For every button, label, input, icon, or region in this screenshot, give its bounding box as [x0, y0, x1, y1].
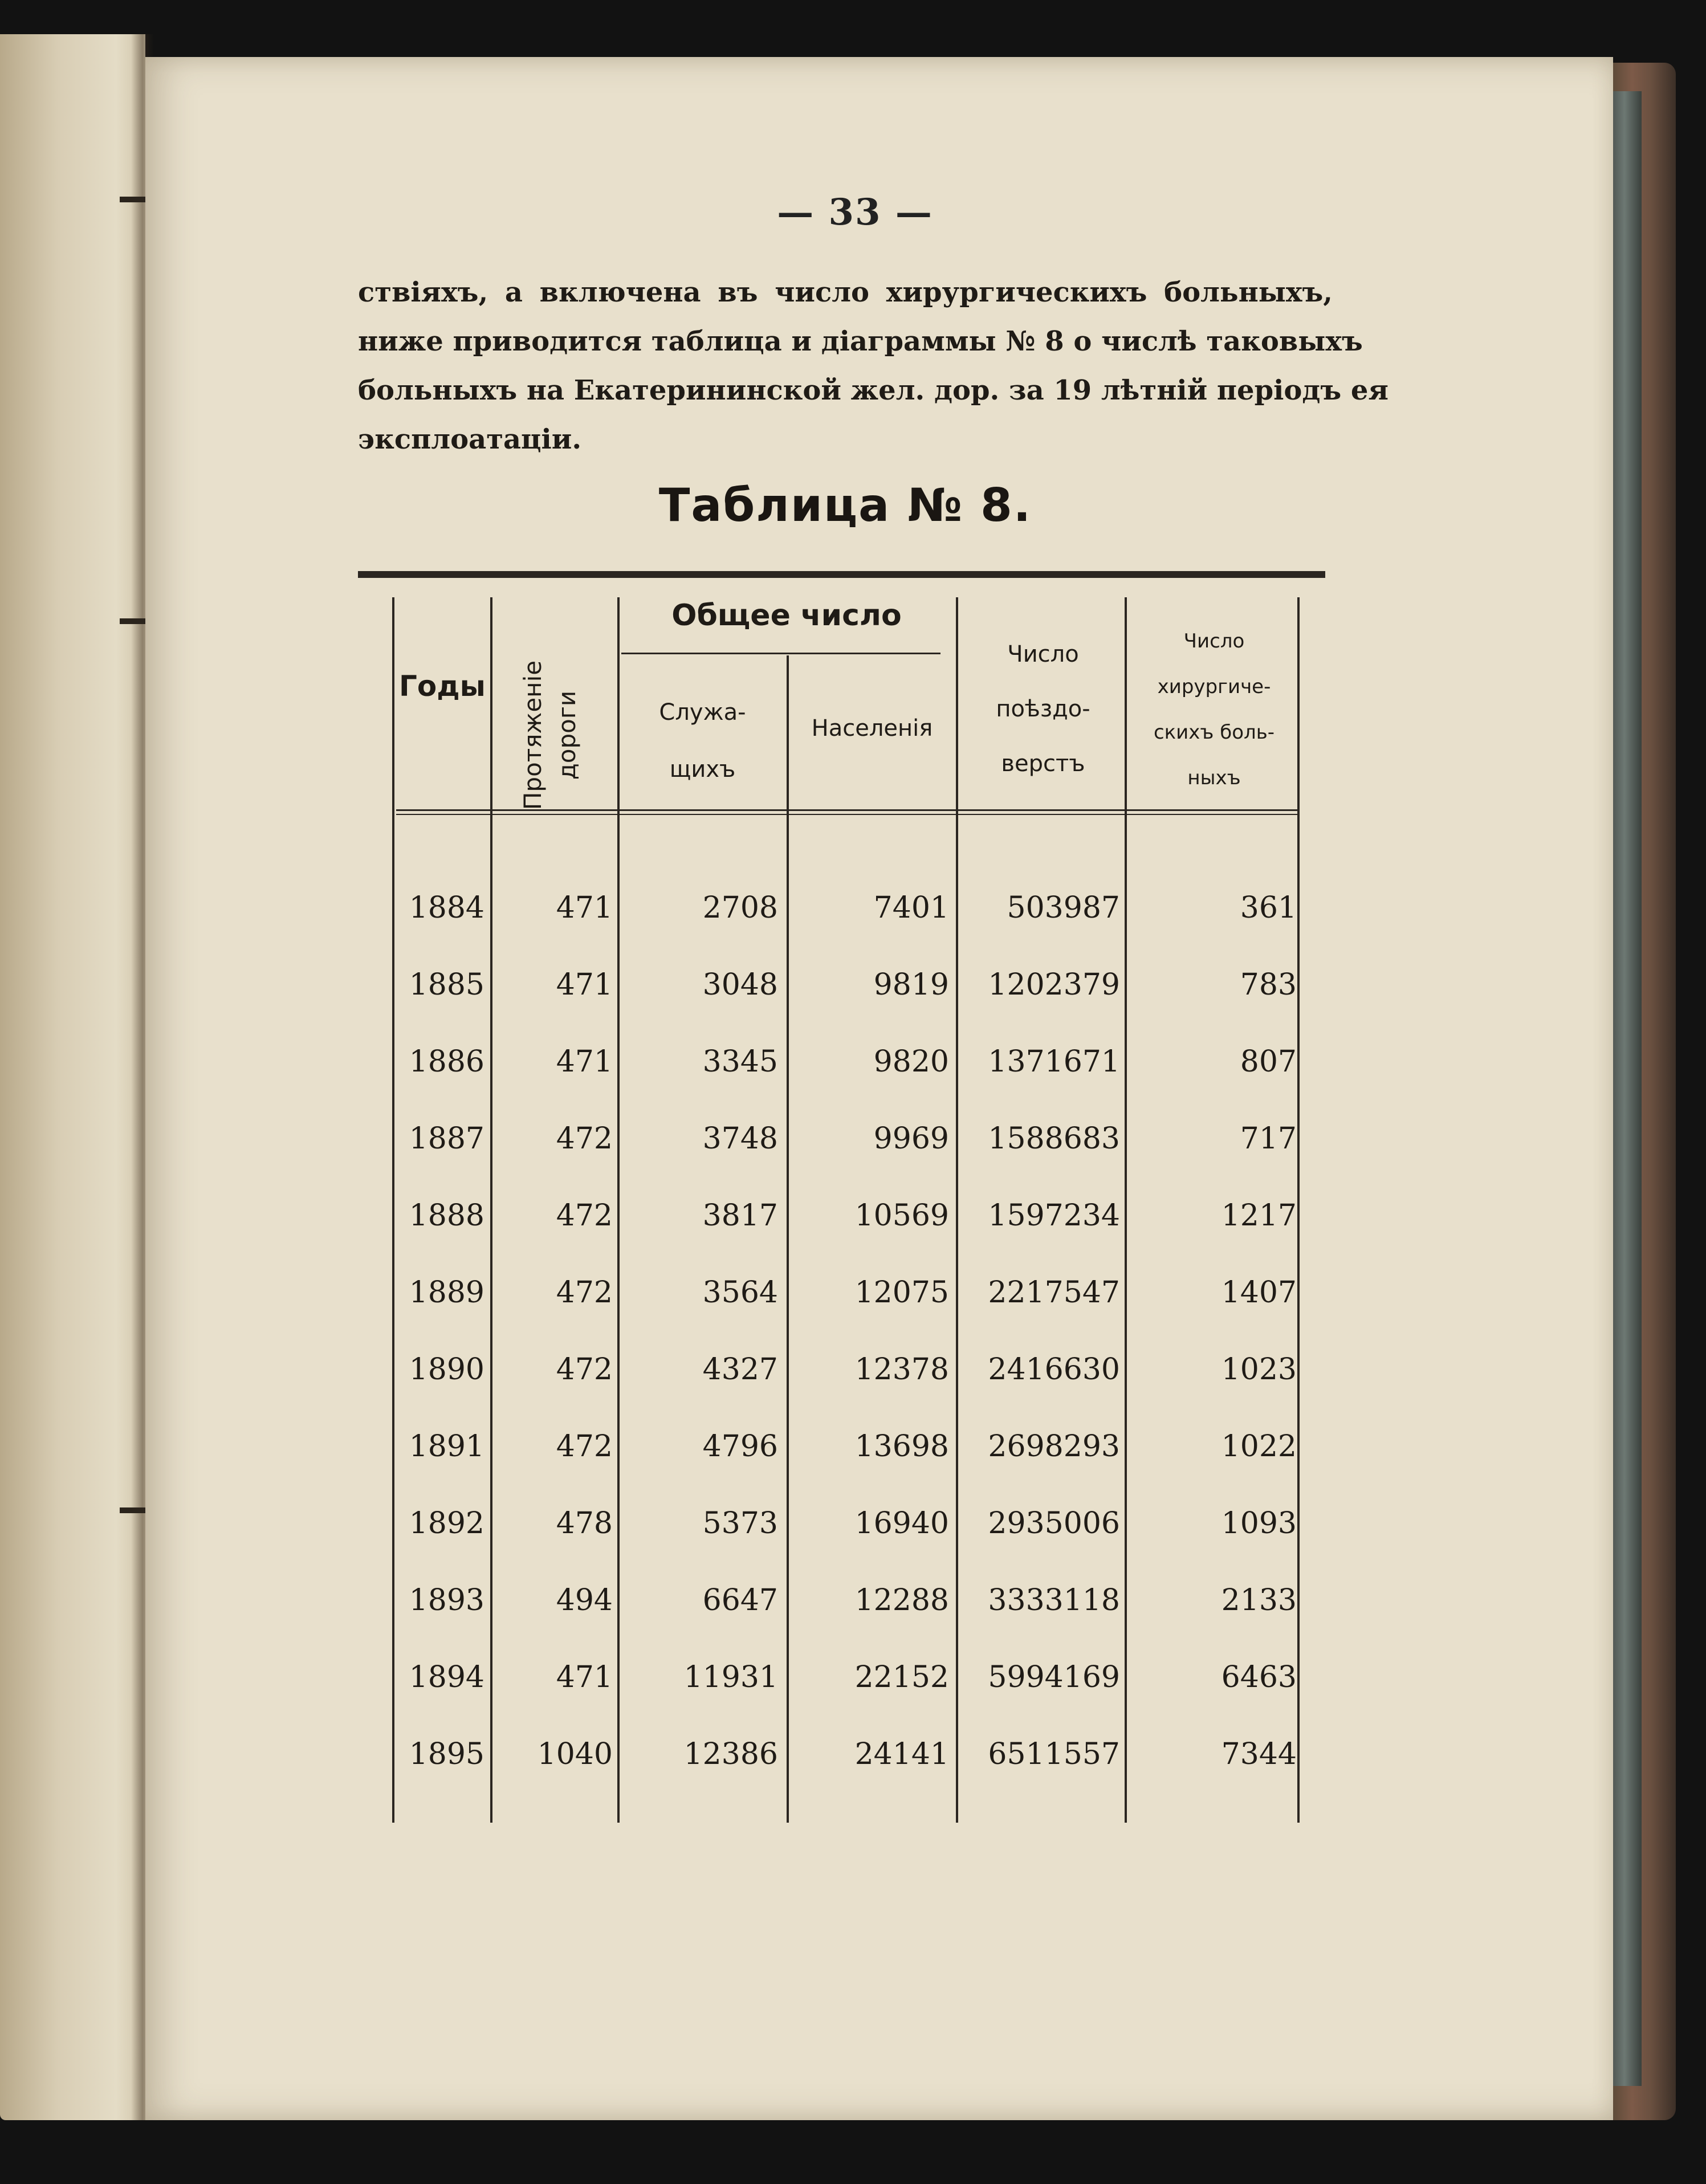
cell-surgical: 807: [1240, 1045, 1297, 1079]
table-row: [396, 1660, 1300, 1737]
left-page: [0, 34, 145, 2120]
cell-train-versts: 6511557: [988, 1737, 1120, 1771]
cell-year: 1890: [409, 1352, 484, 1387]
cell-train-versts: 2698293: [988, 1429, 1120, 1464]
table-row: [396, 1737, 1300, 1814]
cell-employees: 3748: [702, 1122, 778, 1156]
cell-surgical: 1093: [1221, 1506, 1297, 1541]
cell-length: 471: [556, 891, 613, 925]
cell-train-versts: 1597234: [988, 1199, 1120, 1233]
table-row: [396, 1045, 1300, 1122]
cell-population: 24141: [854, 1737, 949, 1771]
cell-employees: 12386: [683, 1737, 778, 1771]
cell-surgical: 361: [1240, 891, 1297, 925]
header-train-versts: [960, 627, 1126, 791]
table-row: [396, 1122, 1300, 1199]
cell-year: 1889: [409, 1276, 484, 1310]
cell-train-versts: 2217547: [988, 1276, 1120, 1310]
table-row: [396, 891, 1300, 968]
cell-surgical: 2133: [1221, 1583, 1297, 1617]
paragraph-line: эксплоатаціи.: [358, 423, 582, 455]
cell-year: 1887: [409, 1122, 484, 1156]
table-row: [396, 968, 1300, 1045]
cell-population: 12378: [854, 1352, 949, 1387]
cell-employees: 11931: [683, 1660, 778, 1694]
header-surgical-line: скихъ боль-: [1153, 721, 1275, 744]
cell-train-versts: 1202379: [988, 968, 1120, 1002]
table-border: [392, 597, 394, 1823]
cell-train-versts: 5994169: [988, 1660, 1120, 1694]
cell-year: 1893: [409, 1583, 484, 1617]
header-train-line: верстъ: [1001, 751, 1085, 777]
cell-population: 9819: [873, 968, 949, 1002]
header-length-line: дороги: [553, 690, 581, 780]
cell-population: 22152: [854, 1660, 949, 1694]
paragraph: [358, 268, 1389, 464]
table-row: [396, 1429, 1300, 1506]
header-employees: [621, 684, 784, 798]
cell-population: 12288: [854, 1583, 949, 1617]
header-surgical-line: ныхъ: [1187, 767, 1241, 789]
cell-year: 1888: [409, 1199, 484, 1233]
cell-year: 1886: [409, 1045, 484, 1079]
cell-year: 1891: [409, 1429, 484, 1464]
cell-population: 9820: [873, 1045, 949, 1079]
cell-year: 1885: [409, 968, 484, 1002]
cell-employees: 3345: [702, 1045, 778, 1079]
cell-length: 472: [556, 1199, 613, 1233]
header-surgical-patients: [1129, 618, 1300, 801]
cell-year: 1895: [409, 1737, 484, 1771]
header-length-line: Протяженіе: [519, 660, 547, 810]
cell-population: 7401: [873, 891, 949, 925]
header-total-number: Общее число: [671, 598, 902, 633]
cell-length: 478: [556, 1506, 613, 1541]
cell-employees: 3817: [702, 1199, 778, 1233]
header-years: Годы: [399, 670, 486, 703]
cell-employees: 2708: [702, 891, 778, 925]
table-row: [396, 1352, 1300, 1429]
header-length: [516, 641, 584, 829]
cell-employees: 3048: [702, 968, 778, 1002]
cell-train-versts: 1588683: [988, 1122, 1120, 1156]
page-number: — 33 —: [777, 191, 933, 234]
table-row: [396, 1276, 1300, 1352]
cell-year: 1894: [409, 1660, 484, 1694]
table-row: [396, 1199, 1300, 1276]
cell-surgical: 717: [1240, 1122, 1297, 1156]
cell-train-versts: 1371671: [988, 1045, 1120, 1079]
table-body: [396, 891, 1300, 1814]
cell-population: 10569: [854, 1199, 949, 1233]
cell-employees: 3564: [702, 1276, 778, 1310]
table-row: [396, 1583, 1300, 1660]
cell-length: 471: [556, 1045, 613, 1079]
table-title: Таблица № 8.: [658, 479, 1032, 532]
cell-length: 472: [556, 1276, 613, 1310]
table-row: [396, 1506, 1300, 1583]
cell-length: 1040: [537, 1737, 613, 1771]
cell-population: 13698: [854, 1429, 949, 1464]
cell-surgical: 1023: [1221, 1352, 1297, 1387]
cell-train-versts: 503987: [1007, 891, 1120, 925]
paragraph-line: больныхъ на Екатерининской жел. дор. за 19 лѣтній періодъ ея: [358, 374, 1389, 406]
cell-surgical: 6463: [1221, 1660, 1297, 1694]
cell-population: 16940: [854, 1506, 949, 1541]
header-employees-line: щихъ: [669, 756, 736, 783]
cell-population: 9969: [873, 1122, 949, 1156]
cell-year: 1892: [409, 1506, 484, 1541]
cell-train-versts: 3333118: [988, 1583, 1120, 1617]
header-surgical-line: хирургиче-: [1157, 675, 1271, 698]
header-total-rule: [621, 653, 940, 654]
cell-length: 472: [556, 1122, 613, 1156]
header-surgical-line: Число: [1183, 630, 1245, 653]
paragraph-line: ниже приводится таблица и діаграммы № 8 о числѣ таковыхъ: [358, 325, 1363, 357]
cell-employees: 4796: [702, 1429, 778, 1464]
cell-train-versts: 2935006: [988, 1506, 1120, 1541]
cell-surgical: 7344: [1221, 1737, 1297, 1771]
table-top-rule: [358, 571, 1325, 578]
cell-surgical: 1407: [1221, 1276, 1297, 1310]
cell-length: 471: [556, 1660, 613, 1694]
cell-length: 472: [556, 1429, 613, 1464]
cell-employees: 5373: [702, 1506, 778, 1541]
cell-surgical: 1022: [1221, 1429, 1297, 1464]
cell-surgical: 1217: [1221, 1199, 1297, 1233]
cell-year: 1884: [409, 891, 484, 925]
cell-surgical: 783: [1240, 968, 1297, 1002]
cell-length: 472: [556, 1352, 613, 1387]
cell-population: 12075: [854, 1276, 949, 1310]
cell-length: 494: [556, 1583, 613, 1617]
paragraph-line: ствіяхъ, а включена въ число хирургическихъ больныхъ,: [358, 276, 1333, 308]
cell-employees: 6647: [702, 1583, 778, 1617]
cell-length: 471: [556, 968, 613, 1002]
cell-train-versts: 2416630: [988, 1352, 1120, 1387]
header-train-line: Число: [1007, 641, 1079, 667]
header-employees-line: Служа-: [659, 699, 746, 726]
cell-employees: 4327: [702, 1352, 778, 1387]
header-train-line: поѣздо-: [996, 696, 1090, 722]
header-population: Населенія: [811, 715, 933, 741]
